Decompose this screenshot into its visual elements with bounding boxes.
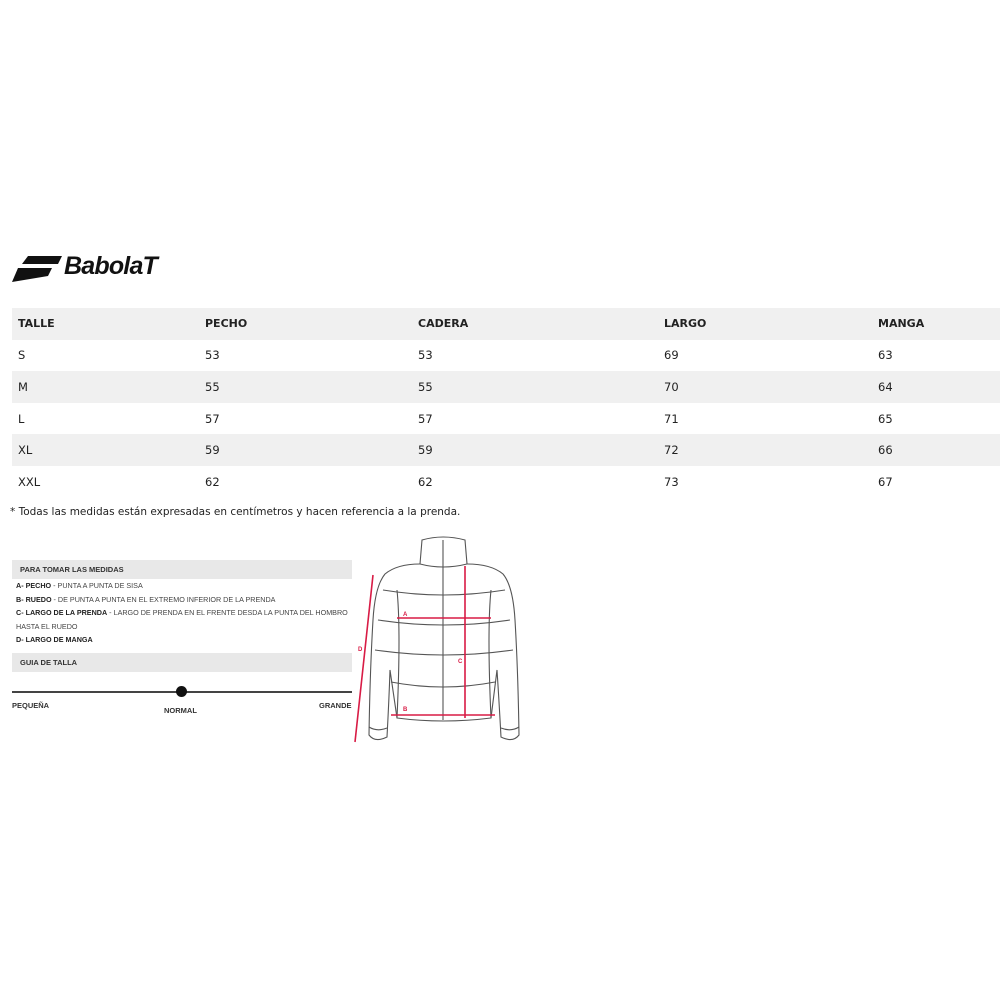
guide-item	[12, 606, 352, 620]
measure-d-line	[355, 575, 373, 742]
label-b: B	[403, 707, 408, 713]
label-a: A	[403, 612, 408, 618]
fit-scale-center-label: NORMAL	[164, 706, 197, 715]
header-pecho: PECHO	[199, 308, 412, 340]
size-table	[12, 308, 1000, 498]
cell-cadera: 62	[418, 474, 433, 489]
cell-largo: 73	[664, 474, 679, 489]
cell-pecho: 57	[205, 411, 220, 426]
guide-item-label: B- RUEDO	[16, 594, 52, 604]
guide-item-label: C- LARGO DE LA PRENDA	[16, 608, 108, 617]
brand-name: BabolaT	[64, 252, 158, 280]
cell-size: XL	[12, 434, 199, 466]
cell-pecho: 62	[205, 474, 220, 489]
measurement-note: * Todas las medidas están expresadas en centímetros y hacen referencia a la prenda.	[10, 506, 461, 518]
fit-scale-right-label: GRANDE	[319, 701, 352, 710]
babolat-stripes-icon	[12, 254, 62, 284]
guide-item-label: D- LARGO DE MANGA	[16, 635, 93, 644]
babolat-logo	[12, 250, 212, 290]
table-row	[12, 434, 1000, 466]
cell-cadera: 53	[418, 348, 433, 363]
cell-size: XXL	[18, 474, 41, 489]
cell-pecho: 53	[205, 348, 220, 363]
fit-guide-title: GUIA DE TALLA	[12, 653, 352, 672]
cell-manga: 66	[872, 434, 1000, 466]
label-c: C	[458, 659, 463, 665]
cell-cadera: 57	[418, 411, 433, 426]
header-largo: LARGO	[658, 308, 872, 340]
cell-pecho: 55	[199, 371, 412, 403]
cell-cadera: 55	[412, 371, 658, 403]
cell-largo: 72	[658, 434, 872, 466]
cell-largo: 70	[658, 371, 872, 403]
guide-item	[12, 633, 352, 647]
guide-item-desc: - LARGO DE PRENDA EN EL FRENTE DESDA LA PUNTA DEL HOMBRO	[107, 608, 348, 617]
table-row	[12, 466, 1000, 498]
guide-item	[12, 620, 352, 634]
cell-manga: 63	[878, 348, 893, 363]
table-row	[12, 340, 1000, 372]
table-row	[12, 371, 1000, 403]
header-talle: TALLE	[12, 308, 199, 340]
guide-title: PARA TOMAR LAS MEDIDAS	[12, 560, 352, 579]
fit-scale-left-label: PEQUEÑA	[12, 701, 50, 710]
cell-size: M	[12, 371, 199, 403]
table-row	[12, 403, 1000, 435]
guide-item-desc: HASTA EL RUEDO	[16, 621, 78, 631]
label-d: D	[358, 647, 363, 653]
header-manga: MANGA	[872, 308, 1000, 340]
guide-item	[12, 593, 352, 607]
guide-item-desc: - DE PUNTA A PUNTA EN EL EXTREMO INFERIOR DE LA PRENDA	[51, 594, 276, 604]
measure-guide	[12, 560, 352, 672]
jacket-outline	[369, 537, 519, 740]
table-header-row	[12, 308, 1000, 340]
guide-item-desc: - PUNTA A PUNTA DE SISA	[51, 581, 143, 590]
cell-manga: 65	[878, 411, 893, 426]
fit-scale-marker	[176, 686, 187, 697]
header-cadera: CADERA	[412, 308, 658, 340]
cell-manga: 64	[872, 371, 1000, 403]
jacket-diagram	[345, 530, 535, 750]
cell-largo: 69	[664, 348, 679, 363]
guide-item	[12, 579, 352, 593]
guide-item-label: A- PECHO	[16, 581, 52, 590]
cell-cadera: 59	[412, 434, 658, 466]
cell-pecho: 59	[199, 434, 412, 466]
cell-size: L	[18, 411, 25, 426]
cell-manga: 67	[878, 474, 893, 489]
cell-size: S	[18, 348, 26, 363]
cell-largo: 71	[664, 411, 679, 426]
fit-scale	[12, 685, 352, 725]
